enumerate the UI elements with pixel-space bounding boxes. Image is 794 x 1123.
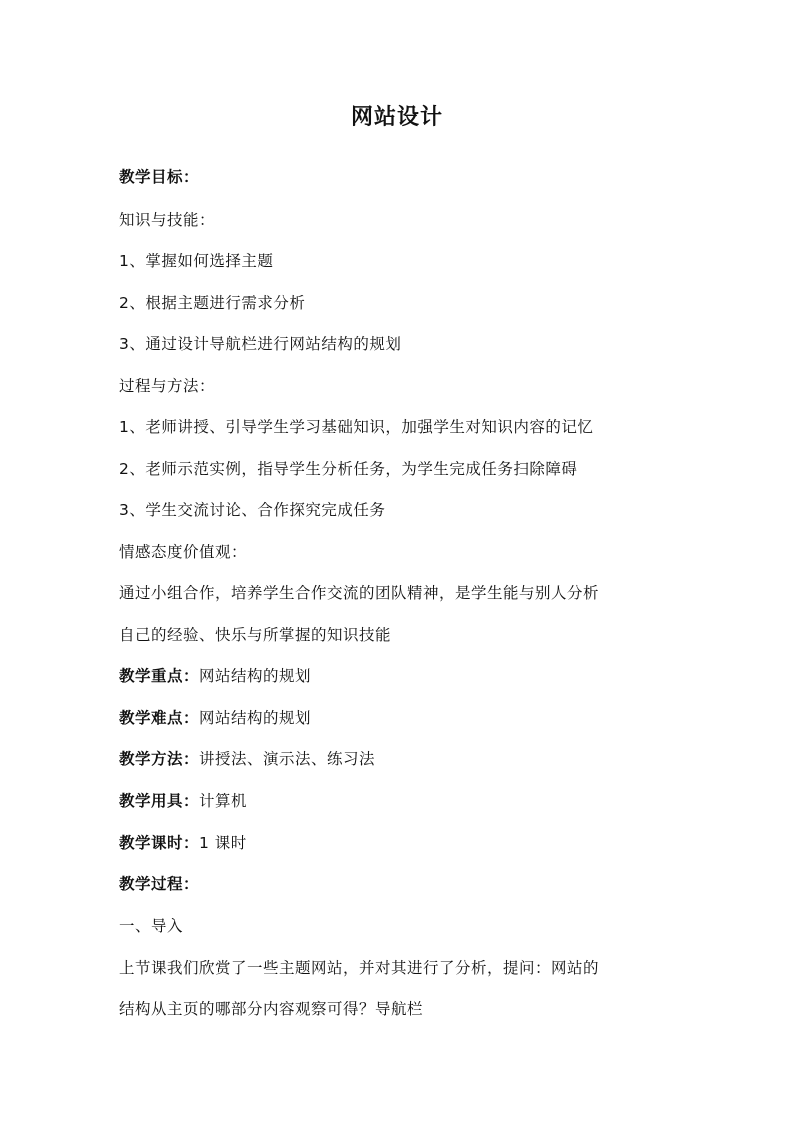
line-text: 网站结构的规划 bbox=[199, 667, 312, 685]
document-line bbox=[119, 998, 423, 1020]
line-text: 知识与技能： bbox=[119, 211, 216, 229]
document-line bbox=[119, 499, 385, 521]
document-line bbox=[119, 416, 593, 438]
line-label: 教学用具： bbox=[119, 792, 200, 810]
line-text: 计算机 bbox=[199, 792, 248, 810]
line-text: 2、根据主题进行需求分析 bbox=[119, 294, 306, 312]
line-text: 一、导入 bbox=[119, 917, 184, 935]
line-label: 教学方法： bbox=[119, 750, 200, 768]
document-line bbox=[119, 458, 577, 480]
document-line bbox=[119, 166, 199, 188]
line-text: 1、老师讲授、引导学生学习基础知识，加强学生对知识内容的记忆 bbox=[119, 418, 594, 436]
document-line bbox=[119, 748, 375, 770]
document-line bbox=[119, 832, 247, 854]
document-line bbox=[119, 375, 215, 397]
line-label: 教学过程： bbox=[119, 875, 200, 893]
document-line bbox=[119, 292, 305, 314]
line-text: 1 课时 bbox=[199, 834, 247, 852]
document-line bbox=[119, 915, 183, 937]
line-text: 通过小组合作，培养学生合作交流的团队精神，是学生能与别人分析 bbox=[119, 584, 600, 602]
document-line bbox=[119, 873, 199, 895]
line-label: 教学目标： bbox=[119, 168, 200, 186]
line-text: 2、老师示范实例，指导学生分析任务，为学生完成任务扫除障碍 bbox=[119, 460, 578, 478]
line-text: 过程与方法： bbox=[119, 377, 216, 395]
document-line bbox=[119, 624, 391, 646]
line-label: 教学难点： bbox=[119, 709, 200, 727]
line-label: 教学重点： bbox=[119, 667, 200, 685]
line-text: 3、通过设计导航栏进行网站结构的规划 bbox=[119, 335, 402, 353]
line-label: 教学课时： bbox=[119, 834, 200, 852]
line-text: 网站结构的规划 bbox=[199, 709, 312, 727]
document-line bbox=[119, 790, 247, 812]
document-line bbox=[119, 209, 215, 231]
line-text: 讲授法、演示法、练习法 bbox=[199, 750, 376, 768]
document-line bbox=[119, 582, 599, 604]
line-text: 自己的经验、快乐与所掌握的知识技能 bbox=[119, 626, 392, 644]
line-text: 情感态度价值观： bbox=[119, 543, 248, 561]
document-line bbox=[119, 541, 247, 563]
document-line bbox=[119, 250, 273, 272]
line-text: 1、掌握如何选择主题 bbox=[119, 252, 274, 270]
document-title: 网站设计 bbox=[350, 105, 443, 130]
document-line bbox=[119, 333, 401, 355]
document-line bbox=[119, 957, 599, 979]
document-line bbox=[119, 707, 311, 729]
line-text: 结构从主页的哪部分内容观察可得？导航栏 bbox=[119, 1000, 424, 1018]
line-text: 上节课我们欣赏了一些主题网站，并对其进行了分析，提问：网站的 bbox=[119, 959, 600, 977]
line-text: 3、学生交流讨论、合作探究完成任务 bbox=[119, 501, 386, 519]
document-line bbox=[119, 665, 311, 687]
